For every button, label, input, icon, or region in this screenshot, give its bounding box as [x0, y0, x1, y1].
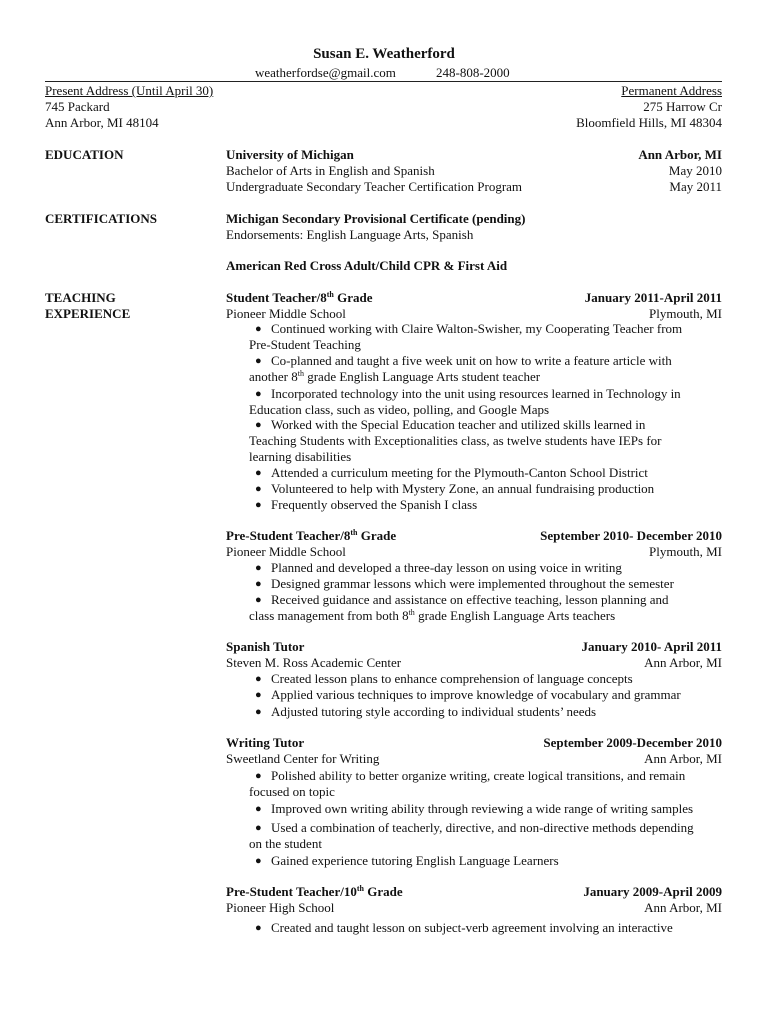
job-dates: January 2009-April 2009: [583, 884, 722, 899]
job-location: Ann Arbor, MI: [644, 900, 722, 915]
job-organization: Pioneer Middle School: [226, 306, 346, 321]
bullet-icon: ●: [255, 355, 262, 367]
permanent-address-line1: 275 Harrow Cr: [643, 99, 722, 114]
teaching-heading-line1: TEACHING: [45, 290, 116, 305]
job-title: Pre-Student Teacher/8th Grade: [226, 528, 397, 543]
applicant-name: Susan E. Weatherford: [313, 46, 455, 62]
present-address-line1: 745 Packard: [45, 99, 110, 114]
job-organization: Pioneer High School: [226, 900, 335, 915]
bullet-text: Improved own writing ability through reviewing a wide range of writing samples: [271, 801, 694, 816]
bullet-icon: ●: [255, 419, 262, 431]
bullet-text: Volunteered to help with Mystery Zone, an annual fundraising production: [271, 481, 655, 496]
bullet-text-continued: Teaching Students with Exceptionalities class, as twelve students have IEPs for: [249, 433, 662, 448]
bullet-text: Incorporated technology into the unit using resources learned in Technology in: [271, 386, 681, 401]
bullet-text-continued: focused on topic: [249, 784, 335, 799]
bullet-text-continued: Pre-Student Teaching: [249, 337, 361, 352]
job-title: Writing Tutor: [226, 735, 305, 750]
bullet-text: Created lesson plans to enhance comprehension of language concepts: [271, 671, 633, 686]
bullet-text-continued: class management from both 8th grade English Language Arts teachers: [249, 608, 616, 623]
bullet-icon: ●: [255, 803, 262, 815]
job-location: Ann Arbor, MI: [644, 655, 722, 670]
bullet-icon: ●: [255, 689, 262, 701]
bullet-icon: ●: [255, 822, 262, 834]
job-dates: January 2010- April 2011: [581, 639, 722, 654]
job-organization: Sweetland Center for Writing: [226, 751, 380, 766]
bullet-text-continued: Education class, such as video, polling, and Google Maps: [249, 402, 550, 417]
bullet-text: Received guidance and assistance on effective teaching, lesson planning and: [271, 592, 669, 607]
education-program-date: May 2011: [669, 179, 722, 194]
permanent-address-line2: Bloomfield Hills, MI 48304: [576, 115, 722, 130]
bullet-icon: ●: [255, 483, 262, 495]
job-title: Student Teacher/8th Grade: [226, 290, 373, 305]
job-organization: Steven M. Ross Academic Center: [226, 655, 402, 670]
bullet-icon: ●: [255, 467, 262, 479]
bullet-icon: ●: [255, 562, 262, 574]
education-location: Ann Arbor, MI: [638, 147, 722, 162]
job-dates: September 2010- December 2010: [540, 528, 722, 543]
education-degree: Bachelor of Arts in English and Spanish: [226, 163, 435, 178]
bullet-icon: ●: [255, 578, 262, 590]
permanent-address-label: Permanent Address: [621, 83, 722, 98]
job-dates: January 2011-April 2011: [584, 290, 722, 305]
education-program: Undergraduate Secondary Teacher Certification Program: [226, 179, 523, 194]
email: weatherfordse@gmail.com: [255, 65, 396, 80]
bullet-text: Frequently observed the Spanish I class: [271, 497, 478, 512]
bullet-text: Used a combination of teacherly, directive, and non-directive methods depending: [271, 820, 694, 835]
bullet-icon: ●: [255, 855, 262, 867]
bullet-text-continued: on the student: [249, 836, 322, 851]
bullet-icon: ●: [255, 770, 262, 782]
job-location: Plymouth, MI: [649, 306, 722, 321]
bullet-icon: ●: [255, 323, 262, 335]
teaching-heading-line2: EXPERIENCE: [45, 306, 131, 321]
bullet-text: Gained experience tutoring English Language Learners: [271, 853, 559, 868]
bullet-text: Applied various techniques to improve knowledge of vocabulary and grammar: [271, 687, 681, 702]
bullet-text: Designed grammar lessons which were implemented throughout the semester: [271, 576, 674, 591]
job-title: Spanish Tutor: [226, 639, 305, 654]
bullet-text: Polished ability to better organize writing, create logical transitions, and remain: [271, 768, 686, 783]
bullet-icon: ●: [255, 706, 262, 718]
bullet-text-continued: another 8th grade English Language Arts student teacher: [249, 369, 541, 384]
job-location: Ann Arbor, MI: [644, 751, 722, 766]
bullet-text: Co-planned and taught a five week unit on how to write a feature article with: [271, 353, 672, 368]
header-divider: [45, 81, 722, 82]
bullet-icon: ●: [255, 594, 262, 606]
certification-cpr: American Red Cross Adult/Child CPR & First Aid: [226, 258, 508, 273]
bullet-text: Adjusted tutoring style according to individual students’ needs: [271, 704, 597, 719]
certifications-heading: CERTIFICATIONS: [45, 211, 157, 226]
phone: 248-808-2000: [436, 65, 510, 80]
bullet-icon: ●: [255, 673, 262, 685]
bullet-text-continued: learning disabilities: [249, 449, 352, 464]
education-heading: EDUCATION: [45, 147, 124, 162]
education-school: University of Michigan: [226, 147, 354, 162]
bullet-icon: ●: [255, 499, 262, 511]
job-title: Pre-Student Teacher/10th Grade: [226, 884, 403, 899]
bullet-text: Created and taught lesson on subject-verb agreement involving an interactive: [271, 920, 673, 935]
certification-teaching: Michigan Secondary Provisional Certificate (pending): [226, 211, 526, 226]
job-location: Plymouth, MI: [649, 544, 722, 559]
job-dates: September 2009-December 2010: [543, 735, 722, 750]
bullet-icon: ●: [255, 922, 262, 934]
certification-endorsements: Endorsements: English Language Arts, Spanish: [226, 227, 474, 242]
present-address-line2: Ann Arbor, MI 48104: [45, 115, 159, 130]
bullet-text: Attended a curriculum meeting for the Plymouth-Canton School District: [271, 465, 648, 480]
bullet-text: Continued working with Claire Walton-Swisher, my Cooperating Teacher from: [271, 321, 683, 336]
education-degree-date: May 2010: [668, 163, 722, 178]
present-address-label: Present Address (Until April 30): [45, 83, 214, 98]
bullet-icon: ●: [255, 388, 262, 400]
job-organization: Pioneer Middle School: [226, 544, 346, 559]
bullet-text: Planned and developed a three-day lesson on using voice in writing: [271, 560, 622, 575]
bullet-text: Worked with the Special Education teacher and utilized skills learned in: [271, 417, 646, 432]
